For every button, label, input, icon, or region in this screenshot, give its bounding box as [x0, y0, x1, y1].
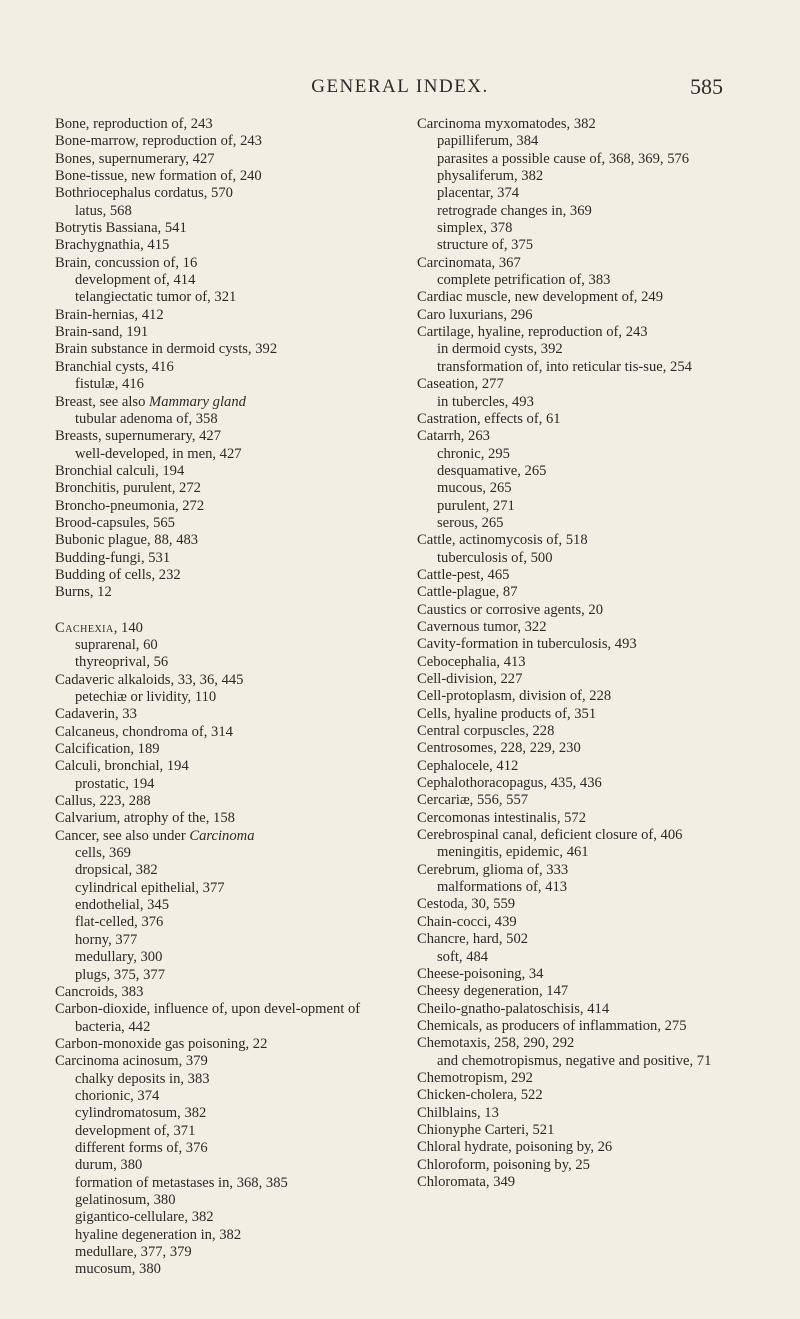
- index-entry: [55, 341, 410, 358]
- index-entry: [417, 654, 773, 671]
- entry-text: cylindrical epithelial, 377: [75, 879, 225, 896]
- entry-text: well-developed, in men, 427: [75, 445, 242, 462]
- index-subentry: [55, 1192, 410, 1209]
- index-entry: [55, 793, 410, 810]
- index-entry: [417, 740, 773, 757]
- index-column-right: [417, 116, 773, 1191]
- entry-text: physaliferum, 382: [437, 168, 544, 185]
- index-entry: [417, 723, 773, 740]
- entry-text: flat-celled, 376: [75, 914, 164, 931]
- entry-text: in tubercles, 493: [437, 393, 534, 410]
- index-entry: [417, 1139, 773, 1156]
- entry-text: mucosum, 380: [75, 1261, 161, 1278]
- entry-text: in dermoid cysts, 392: [437, 341, 563, 358]
- entry-text: Central corpuscles, 228: [417, 723, 555, 740]
- entry-text: simplex, 378: [437, 220, 513, 237]
- index-subentry: [417, 463, 773, 480]
- entry-text: Bronchial calculi, 194: [55, 462, 185, 479]
- entry-text: Cattle-plague, 87: [417, 584, 518, 601]
- index-subentry: [55, 1157, 410, 1174]
- entry-text: Cebocephalia, 413: [417, 653, 526, 670]
- index-subentry: [55, 411, 410, 428]
- entry-text: Carcinoma acinosum, 379: [55, 1053, 208, 1070]
- index-entry: [55, 463, 410, 480]
- index-subentry: [417, 550, 773, 567]
- index-entry: [417, 1087, 773, 1104]
- entry-text: Chemotaxis, 258, 290, 292: [417, 1035, 575, 1052]
- index-subentry: [417, 168, 773, 185]
- entry-text: mucous, 265: [437, 480, 512, 497]
- entry-text: plugs, 375, 377: [75, 966, 165, 983]
- entry-text: Caseation, 277: [417, 376, 504, 393]
- index-subentry: [417, 498, 773, 515]
- index-subentry: [417, 272, 773, 289]
- index-subentry: [417, 220, 773, 237]
- entry-text: chorionic, 374: [75, 1087, 160, 1104]
- entry-text: Chicken-cholera, 522: [417, 1087, 543, 1104]
- entry-text: medullary, 300: [75, 949, 163, 966]
- entry-text: Carbon-dioxide, influence of, upon devel-opment of bacteria, 442: [55, 1001, 361, 1035]
- index-subentry: [55, 1140, 410, 1157]
- entry-text: latus, 568: [75, 202, 132, 219]
- index-entry: [55, 185, 410, 202]
- index-entry: [417, 983, 773, 1000]
- entry-text: thyreoprival, 56: [75, 654, 169, 671]
- entry-text: Bone-marrow, reproduction of, 243: [55, 133, 262, 150]
- entry-text: Chloroform, poisoning by, 25: [417, 1156, 590, 1173]
- entry-text: chalky deposits in, 383: [75, 1070, 210, 1087]
- entry-text: Chemotropism, 292: [417, 1069, 533, 1086]
- entry-text: Brain-sand, 191: [55, 324, 149, 341]
- entry-text: Brachygnathia, 415: [55, 237, 170, 254]
- index-subentry: [417, 879, 773, 896]
- entry-text: Brain substance in dermoid cysts, 392: [55, 341, 278, 358]
- entry-text: Botrytis Bassiana, 541: [55, 220, 187, 237]
- entry-text: Caro luxurians, 296: [417, 306, 533, 323]
- entry-text: Cardiac muscle, new development of, 249: [417, 289, 663, 306]
- entry-text: Brain-hernias, 412: [55, 306, 164, 323]
- index-entry: [417, 1157, 773, 1174]
- index-entry: [55, 724, 410, 741]
- index-entry: [417, 307, 773, 324]
- entry-text: Bone, reproduction of, 243: [55, 116, 213, 132]
- index-subentry: [417, 203, 773, 220]
- entry-text: Cancroids, 383: [55, 983, 144, 1000]
- entry-text: Breast, see also: [55, 393, 150, 410]
- entry-text: Bothriocephalus cordatus, 570: [55, 185, 233, 202]
- index-entry: [417, 619, 773, 636]
- entry-text: Cheilo-gnatho-palatoschisis, 414: [417, 1000, 610, 1017]
- index-subentry: [55, 289, 410, 306]
- entry-text: Chancre, hard, 502: [417, 931, 529, 948]
- entry-text: Broncho-pneumonia, 272: [55, 497, 205, 514]
- entry-text: Calcification, 189: [55, 741, 160, 758]
- entry-text: Cavity-formation in tuberculosis, 493: [417, 636, 637, 653]
- entry-text: formation of metastases in, 368, 385: [75, 1174, 288, 1191]
- entry-text: structure of, 375: [437, 237, 534, 254]
- entry-text: dropsical, 382: [75, 862, 158, 879]
- index-entry: [55, 1053, 410, 1070]
- index-entry: [55, 220, 410, 237]
- index-entry: [417, 636, 773, 653]
- entry-text: Chilblains, 13: [417, 1104, 499, 1121]
- index-entry: [55, 168, 410, 185]
- index-entry: [55, 672, 410, 689]
- entry-text: Cancer, see also under: [55, 827, 190, 844]
- index-entry: [55, 1001, 410, 1036]
- index-entry: [55, 151, 410, 168]
- index-subentry: [55, 272, 410, 289]
- entry-text: Cercomonas intestinalis, 572: [417, 809, 587, 826]
- index-entry: [417, 792, 773, 809]
- index-subentry: [55, 654, 410, 671]
- index-entry: [417, 255, 773, 272]
- entry-text: prostatic, 194: [75, 775, 155, 792]
- entry-text: Cell-protoplasm, division of, 228: [417, 688, 612, 705]
- index-subentry: [55, 776, 410, 793]
- entry-text: Bronchitis, purulent, 272: [55, 480, 201, 497]
- entry-text: endothelial, 345: [75, 897, 170, 914]
- entry-text: Chloromata, 349: [417, 1173, 516, 1190]
- entry-text: Centrosomes, 228, 229, 230: [417, 740, 581, 757]
- entry-text: chronic, 295: [437, 445, 510, 462]
- index-entry: [55, 237, 410, 254]
- index-entry: [417, 688, 773, 705]
- index-subentry: [417, 185, 773, 202]
- entry-text: durum, 380: [75, 1157, 143, 1174]
- entry-text: Cheese-poisoning, 34: [417, 965, 544, 982]
- index-entry: [55, 532, 410, 549]
- index-entry: [55, 359, 410, 376]
- entry-text: tuberculosis of, 500: [437, 549, 553, 566]
- entry-text: Catarrh, 263: [417, 428, 490, 445]
- entry-text: complete petrification of, 383: [437, 272, 611, 289]
- entry-text: Cestoda, 30, 559: [417, 896, 516, 913]
- index-entry: [417, 896, 773, 913]
- index-subentry: [417, 515, 773, 532]
- index-entry: [417, 532, 773, 549]
- entry-text: Calvarium, atrophy of the, 158: [55, 810, 235, 827]
- entry-text: medullare, 377, 379: [75, 1244, 192, 1260]
- entry-text: Cerebrum, glioma of, 333: [417, 861, 569, 878]
- entry-text: telangiectatic tumor of, 321: [75, 289, 237, 306]
- index-entry: [417, 567, 773, 584]
- entry-text: retrograde changes in, 369: [437, 202, 592, 219]
- entry-text: Chemicals, as producers of inflammation, 275: [417, 1017, 687, 1034]
- entry-text: Budding of cells, 232: [55, 566, 181, 583]
- entry-text: Cartilage, hyaline, reproduction of, 243: [417, 324, 648, 341]
- index-subentry: [55, 1209, 410, 1226]
- entry-text: serous, 265: [437, 514, 504, 531]
- entry-text: Castration, effects of, 61: [417, 410, 561, 427]
- entry-text: malformations of, 413: [437, 879, 568, 896]
- index-entry: [417, 428, 773, 445]
- index-subentry: [55, 1123, 410, 1140]
- page-number: 585: [690, 74, 723, 99]
- entry-text: Cavernous tumor, 322: [417, 618, 547, 635]
- index-entry: [55, 758, 410, 775]
- entry-text: suprarenal, 60: [75, 636, 158, 653]
- index-entry: [55, 394, 410, 411]
- entry-text: purulent, 271: [437, 497, 515, 514]
- entry-text: Brain, concussion of, 16: [55, 254, 198, 271]
- entry-text: Cattle, actinomycosis of, 518: [417, 532, 588, 549]
- index-subentry: [55, 949, 410, 966]
- cross-reference: Carcinoma: [189, 827, 255, 844]
- index-entry: [417, 914, 773, 931]
- index-entry: [417, 966, 773, 983]
- entry-text: soft, 484: [437, 948, 489, 965]
- entry-text: Cattle-pest, 465: [417, 566, 510, 583]
- index-entry: [417, 931, 773, 948]
- index-entry: [417, 411, 773, 428]
- index-subentry: [55, 203, 410, 220]
- entry-text: Cell-division, 227: [417, 671, 523, 687]
- entry-text: hyaline degeneration in, 382: [75, 1226, 242, 1243]
- entry-text: Burns, 12: [55, 584, 112, 601]
- index-subentry: [417, 1053, 773, 1070]
- entry-text: Carcinomata, 367: [417, 254, 521, 271]
- index-subentry: [55, 1261, 410, 1278]
- index-entry: [417, 1070, 773, 1087]
- index-entry: [55, 116, 410, 133]
- entry-text: transformation of, into reticular tis-sue, 254: [437, 358, 692, 375]
- index-subentry: [55, 1244, 410, 1261]
- index-subentry: [55, 845, 410, 862]
- index-subentry: [417, 949, 773, 966]
- index-subentry: [417, 844, 773, 861]
- index-subentry: [55, 689, 410, 706]
- entry-text: Cephalothoracopagus, 435, 436: [417, 775, 602, 792]
- index-entry: [55, 741, 410, 758]
- index-subentry: [55, 1071, 410, 1088]
- index-subentry: [55, 880, 410, 897]
- entry-text: placentar, 374: [437, 185, 520, 202]
- index-subentry: [55, 862, 410, 879]
- entry-text: Cells, hyaline products of, 351: [417, 705, 597, 722]
- index-entry: [55, 498, 410, 515]
- entry-text: Callus, 223, 288: [55, 793, 151, 810]
- entry-text: Chionyphe Carteri, 521: [417, 1121, 555, 1138]
- entry-text: Cephalocele, 412: [417, 757, 519, 774]
- index-entry: [55, 620, 410, 637]
- index-subentry: [417, 359, 773, 376]
- entry-text: cells, 369: [75, 845, 131, 862]
- index-subentry: [55, 1088, 410, 1105]
- entry-text: meningitis, epidemic, 461: [437, 844, 589, 861]
- index-entry: [417, 1122, 773, 1139]
- index-entry: [417, 289, 773, 306]
- entry-text: Caustics or corrosive agents, 20: [417, 601, 604, 618]
- index-entry: [55, 550, 410, 567]
- entry-text: , 140: [113, 619, 143, 636]
- index-subentry: [55, 914, 410, 931]
- index-entry: [55, 810, 410, 827]
- index-subentry: [55, 1105, 410, 1122]
- running-title: GENERAL INDEX.: [311, 76, 489, 97]
- entry-text: tubular adenoma of, 358: [75, 410, 218, 427]
- entry-text: different forms of, 376: [75, 1139, 208, 1156]
- cross-reference: Mammary gland: [149, 393, 246, 410]
- entry-text: Cercariæ, 556, 557: [417, 792, 529, 809]
- index-subentry: [417, 394, 773, 411]
- page-header: [0, 76, 800, 106]
- index-entry: [417, 862, 773, 879]
- entry-text: Cadaveric alkaloids, 33, 36, 445: [55, 671, 244, 688]
- index-subentry: [55, 446, 410, 463]
- entry-text: Budding-fungi, 531: [55, 549, 171, 566]
- index-subentry: [55, 897, 410, 914]
- index-entry: [55, 984, 410, 1001]
- entry-text: Calcaneus, chondroma of, 314: [55, 723, 233, 740]
- index-subentry: [55, 932, 410, 949]
- entry-text: Bone-tissue, new formation of, 240: [55, 168, 262, 185]
- entry-text: gigantico-cellulare, 382: [75, 1209, 214, 1226]
- index-entry: [417, 584, 773, 601]
- index-entry: [417, 758, 773, 775]
- entry-text: development of, 414: [75, 272, 196, 289]
- index-subentry: [417, 151, 773, 168]
- entry-text: Bones, supernumerary, 427: [55, 150, 215, 167]
- entry-text: Chain-cocci, 439: [417, 913, 517, 930]
- index-entry: [55, 307, 410, 324]
- index-entry: [417, 810, 773, 827]
- index-entry: [55, 428, 410, 445]
- index-entry: [417, 1001, 773, 1018]
- entry-text: horny, 377: [75, 931, 138, 948]
- index-entry: [417, 1105, 773, 1122]
- index-entry: [417, 775, 773, 792]
- index-subentry: [417, 480, 773, 497]
- index-subentry: [417, 237, 773, 254]
- entry-text: Cheesy degeneration, 147: [417, 983, 569, 1000]
- entry-text: Cerebrospinal canal, deficient closure of, 406: [417, 827, 683, 844]
- entry-text: petechiæ or lividity, 110: [75, 689, 217, 705]
- index-entry: [55, 706, 410, 723]
- entry-text: Brood-capsules, 565: [55, 514, 175, 531]
- entry-heading-smallcaps: Cachexia: [55, 619, 114, 636]
- index-entry: [417, 671, 773, 688]
- entry-text: fistulæ, 416: [75, 376, 144, 393]
- index-column-left: [55, 116, 410, 1279]
- entry-text: Carcinoma myxomatodes, 382: [417, 116, 596, 132]
- entry-text: Chloral hydrate, poisoning by, 26: [417, 1139, 613, 1156]
- entry-text: Bubonic plague, 88, 483: [55, 532, 199, 549]
- entry-text: Cadaverin, 33: [55, 706, 137, 723]
- index-entry: [55, 255, 410, 272]
- entry-text: Carbon-monoxide gas poisoning, 22: [55, 1035, 268, 1052]
- index-entry: [55, 133, 410, 150]
- index-subentry: [417, 341, 773, 358]
- index-entry: [417, 706, 773, 723]
- index-entry: [417, 1174, 773, 1191]
- index-entry: [417, 827, 773, 844]
- index-subentry: [55, 1175, 410, 1192]
- index-entry: [417, 324, 773, 341]
- index-entry: [55, 584, 410, 601]
- entry-text: gelatinosum, 380: [75, 1191, 176, 1208]
- entry-text: papilliferum, 384: [437, 133, 539, 150]
- index-entry: [417, 376, 773, 393]
- entry-text: and chemotropismus, negative and positive, 71: [437, 1052, 712, 1069]
- entry-text: cylindromatosum, 382: [75, 1105, 207, 1122]
- index-entry: [417, 602, 773, 619]
- index-entry: [55, 515, 410, 532]
- index-entry: [417, 116, 773, 133]
- entry-text: Breasts, supernumerary, 427: [55, 428, 222, 445]
- index-subentry: [417, 133, 773, 150]
- entry-text: parasites a possible cause of, 368, 369, 576: [437, 150, 690, 167]
- entry-text: desquamative, 265: [437, 462, 547, 479]
- index-entry: [55, 324, 410, 341]
- index-entry: [55, 480, 410, 497]
- index-entry: [55, 567, 410, 584]
- index-subentry: [55, 967, 410, 984]
- index-entry: [417, 1018, 773, 1035]
- index-subentry: [55, 376, 410, 393]
- index-subentry: [55, 637, 410, 654]
- index-subentry: [417, 446, 773, 463]
- index-entry: [55, 1036, 410, 1053]
- index-entry: [55, 828, 410, 845]
- entry-text: Branchial cysts, 416: [55, 358, 174, 375]
- index-subentry: [55, 1227, 410, 1244]
- index-entry: [417, 1035, 773, 1052]
- entry-text: Calculi, bronchial, 194: [55, 758, 189, 775]
- entry-text: development of, 371: [75, 1122, 196, 1139]
